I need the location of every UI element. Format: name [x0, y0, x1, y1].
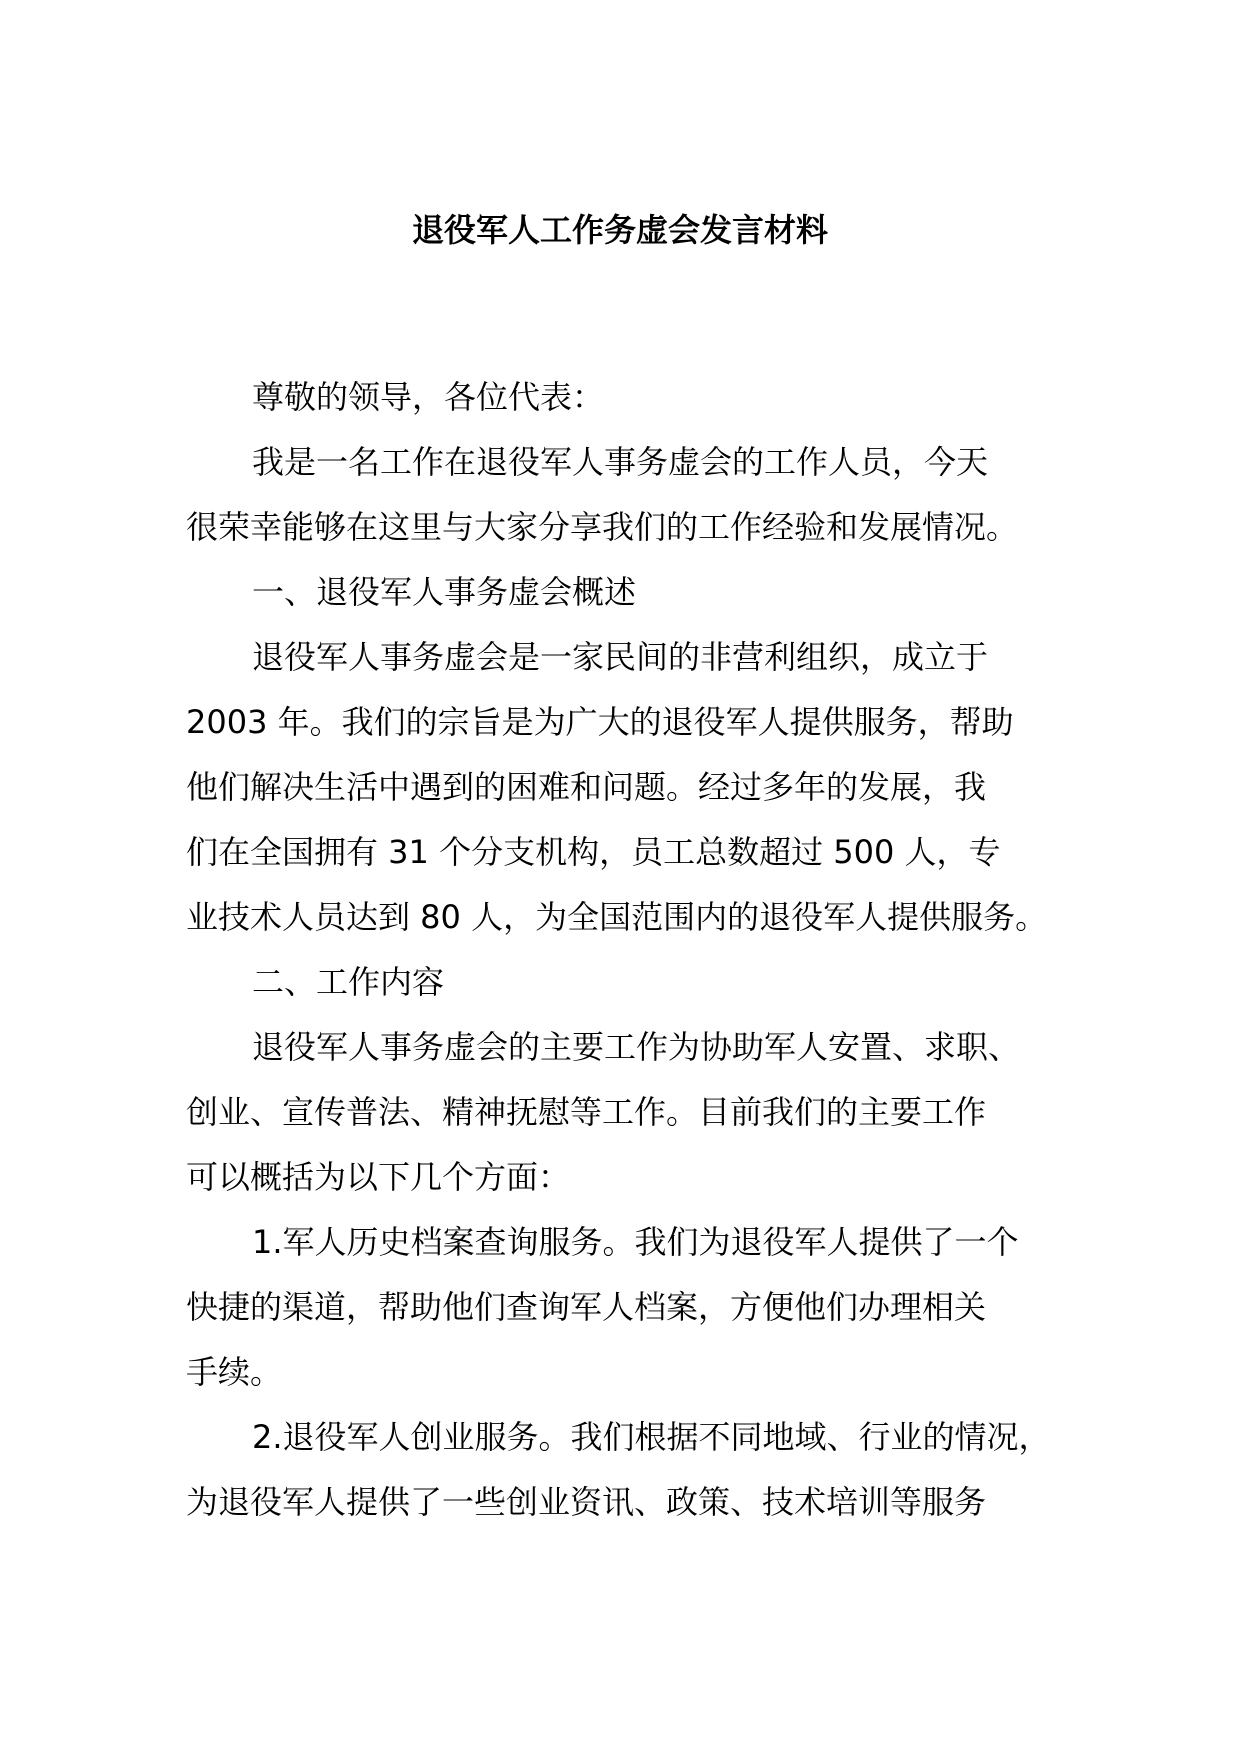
- text-line: 业技术人员达到 80 人，为全国范围内的退役军人提供服务。: [186, 898, 1048, 936]
- document-title: 退役军人工作务虚会发言材料: [411, 211, 828, 249]
- text-line: 创业、宣传普法、精神抚慰等工作。目前我们的主要工作: [186, 1093, 987, 1131]
- text-line: 2.退役军人创业服务。我们根据不同地域、行业的情况，: [252, 1418, 1051, 1456]
- text-line: 我是一名工作在退役军人事务虚会的工作人员，今天: [252, 443, 989, 481]
- text-line: 他们解决生活中遇到的困难和问题。经过多年的发展，我: [186, 768, 987, 806]
- text-line: 快捷的渠道，帮助他们查询军人档案，方便他们办理相关: [186, 1288, 987, 1326]
- text-line: 很荣幸能够在这里与大家分享我们的工作经验和发展情况。: [186, 508, 1019, 546]
- text-line: 可以概括为以下几个方面：: [186, 1158, 571, 1196]
- text-line: 退役军人事务虚会是一家民间的非营利组织，成立于: [252, 638, 989, 676]
- document-body: [186, 365, 1082, 1535]
- text-line: 一、退役军人事务虚会概述: [252, 573, 637, 611]
- text-line: 手续。: [186, 1353, 283, 1391]
- text-line: 退役军人事务虚会的主要工作为协助军人安置、求职、: [252, 1028, 1021, 1066]
- text-line: 尊敬的领导，各位代表：: [252, 378, 605, 416]
- text-line: 1.军人历史档案查询服务。我们为退役军人提供了一个: [252, 1223, 1019, 1261]
- text-line: 2003 年。我们的宗旨是为广大的退役军人提供服务，帮助: [186, 703, 1014, 741]
- text-line: 为退役军人提供了一些创业资讯、政策、技术培训等服务: [186, 1483, 987, 1521]
- text-line: 二、工作内容: [252, 963, 445, 1001]
- text-line: 们在全国拥有 31 个分支机构，员工总数超过 500 人，专: [186, 833, 1001, 871]
